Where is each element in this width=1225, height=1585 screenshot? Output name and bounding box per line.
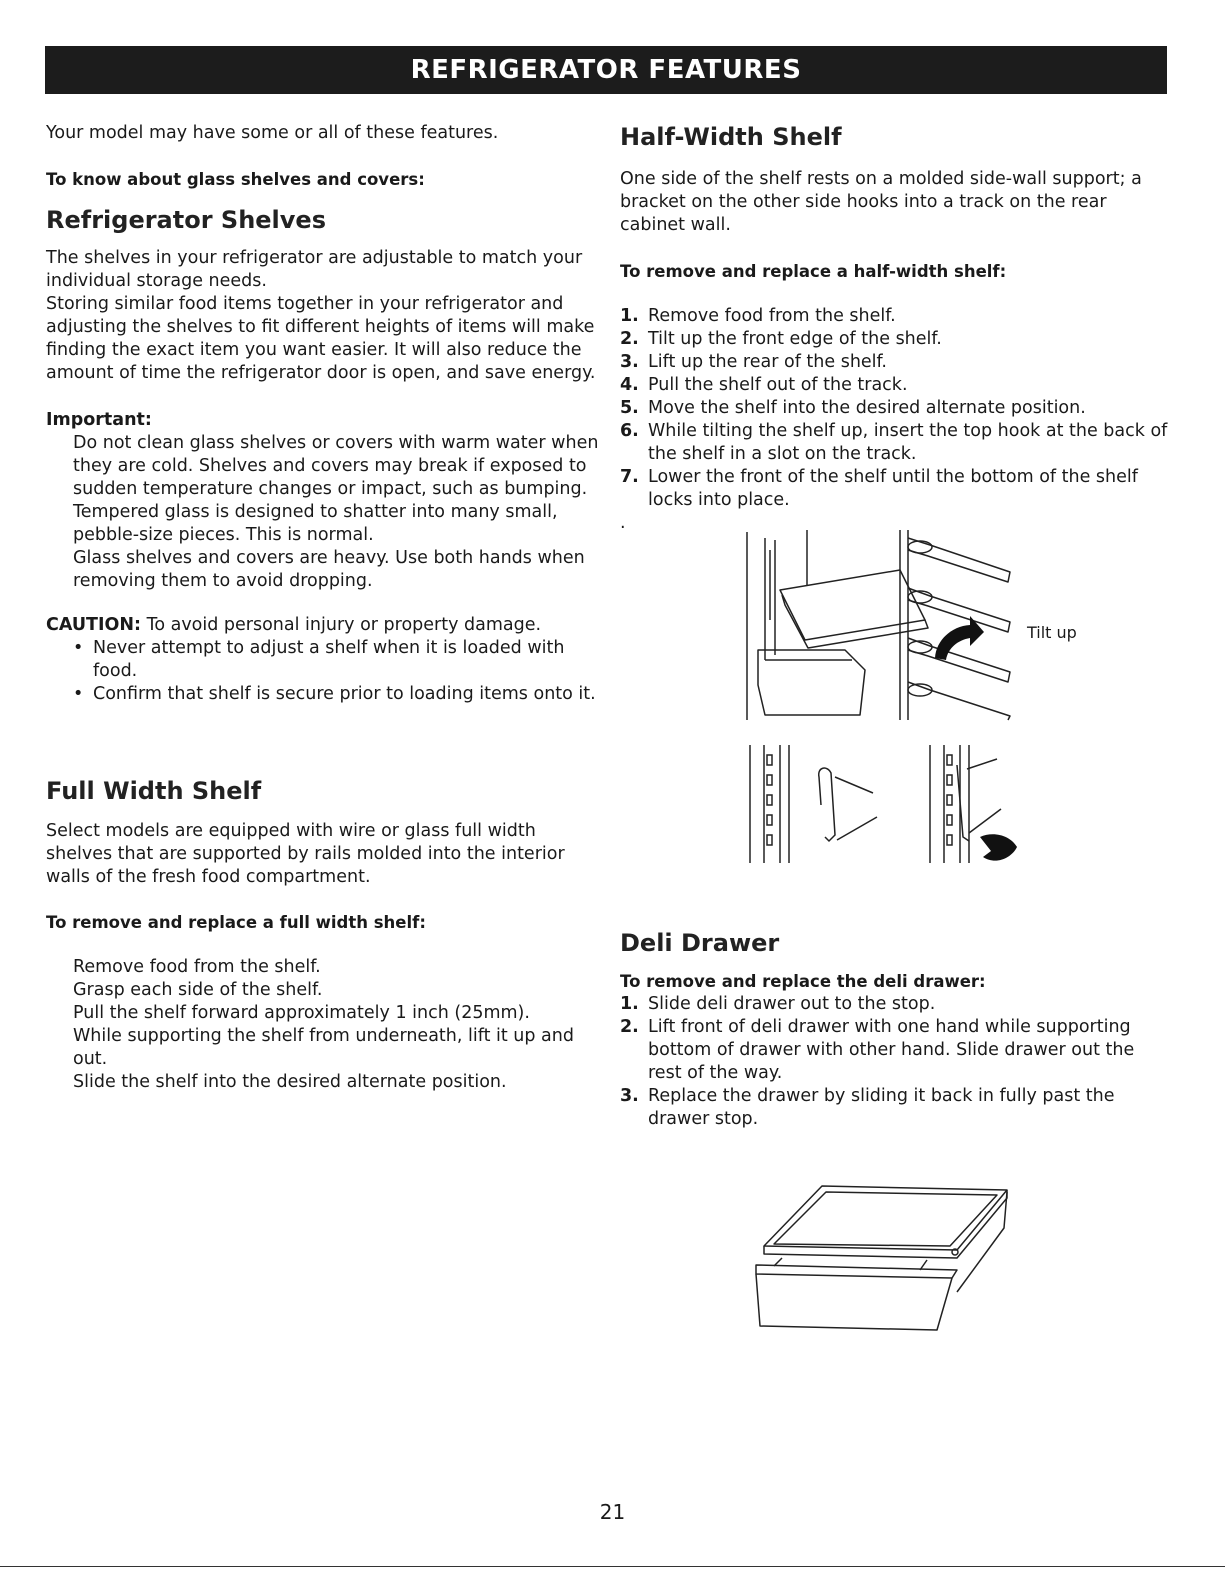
full-width-step: Slide the shelf into the desired alternate position. <box>73 1072 507 1092</box>
important-note: Tempered glass is designed to shatter into many small, pebble-size pieces. This is normal. <box>73 502 558 545</box>
deli-steps <box>620 993 1170 1131</box>
deli-step: 1. Slide deli drawer out to the stop. <box>620 994 936 1014</box>
half-width-step: 7. Lower the front of the shelf until the bottom of the shelf locks into place. <box>620 467 1138 510</box>
section-title-half-width-shelf: Half-Width Shelf <box>620 123 842 151</box>
caution-label: CAUTION: <box>46 615 142 635</box>
half-width-shelf-illustration <box>740 530 1030 725</box>
page-title-banner: REFRIGERATOR FEATURES <box>45 46 1167 94</box>
caution-text: To avoid personal injury or property damage. <box>146 615 542 635</box>
half-width-step: 5. Move the shelf into the desired alternate position. <box>620 398 1086 418</box>
shelves-paragraph-2: Storing similar food items together in your refrigerator and adjusting the shelves to fit different heights of items will make finding the exact item you want easier. It will also reduce the amount of time the refrigerator door is open, and save energy. <box>46 294 596 383</box>
deli-subheading: To remove and replace the deli drawer: <box>620 972 986 991</box>
deli-step: 3. Replace the drawer by sliding it back in fully past the drawer stop. <box>620 1086 1115 1129</box>
intro-text: Your model may have some or all of these features. <box>46 123 499 143</box>
half-width-step: 3. Lift up the rear of the shelf. <box>620 352 887 372</box>
half-width-steps <box>620 305 1170 512</box>
caution-bullet: • Confirm that shelf is secure prior to loading items onto it. <box>73 683 601 706</box>
section-title-deli-drawer: Deli Drawer <box>620 929 780 957</box>
full-width-step: Grasp each side of the shelf. <box>73 980 323 1000</box>
caution-bullet: • Never attempt to adjust a shelf when it is loaded with food. <box>73 637 601 683</box>
deli-drawer-illustration <box>752 1180 1022 1335</box>
full-width-steps <box>46 956 601 1094</box>
half-width-paragraph: One side of the shelf rests on a molded side-wall support; a bracket on the other side hooks into a track on the rear cabinet wall. <box>620 169 1142 235</box>
full-width-step: Remove food from the shelf. <box>73 957 321 977</box>
glass-heading: To know about glass shelves and covers: <box>46 170 425 189</box>
caution-line <box>46 614 601 637</box>
full-width-step: Pull the shelf forward approximately 1 inch (25mm). <box>73 1003 530 1023</box>
important-notes <box>46 432 601 593</box>
section-title-refrigerator-shelves: Refrigerator Shelves <box>46 206 326 234</box>
deli-step: 2. Lift front of deli drawer with one hand while supporting bottom of drawer with other hand. Slide drawer out the rest of the way. <box>620 1017 1135 1083</box>
page-number: 21 <box>599 1500 626 1524</box>
important-note: Do not clean glass shelves or covers with warm water when they are cold. Shelves and covers may break if exposed to sudden temperature changes or impact, such as bumping. <box>73 433 599 499</box>
full-width-step: While supporting the shelf from underneath, lift it up and out. <box>73 1026 574 1069</box>
caution-list <box>46 637 601 706</box>
half-width-step: 2. Tilt up the front edge of the shelf. <box>620 329 942 349</box>
bottom-divider <box>0 1566 1225 1567</box>
tilt-up-arrow-icon <box>935 616 984 660</box>
full-width-paragraph: Select models are equipped with wire or glass full width shelves that are supported by rails molded into the interior walls of the fresh food compartment. <box>46 821 565 887</box>
bracket-detail-illustration <box>745 745 1030 865</box>
important-label: Important: <box>46 410 152 430</box>
half-width-step: 4. Pull the shelf out of the track. <box>620 375 908 395</box>
full-width-subheading: To remove and replace a full width shelf: <box>46 913 426 932</box>
half-width-step: 6. While tilting the shelf up, insert the top hook at the back of the shelf in a slot on the track. <box>620 421 1168 464</box>
left-column <box>46 122 601 1094</box>
shelves-paragraph-1: The shelves in your refrigerator are adjustable to match your individual storage needs. <box>46 248 583 291</box>
stray-dot: . <box>620 513 626 533</box>
rotate-arrow-icon <box>980 834 1017 860</box>
important-note: Glass shelves and covers are heavy. Use both hands when removing them to avoid dropping. <box>73 548 585 591</box>
section-title-full-width-shelf: Full Width Shelf <box>46 777 262 805</box>
tilt-up-label: Tilt up <box>1027 623 1077 642</box>
half-width-step: 1. Remove food from the shelf. <box>620 306 896 326</box>
half-width-subheading: To remove and replace a half-width shelf: <box>620 262 1007 281</box>
